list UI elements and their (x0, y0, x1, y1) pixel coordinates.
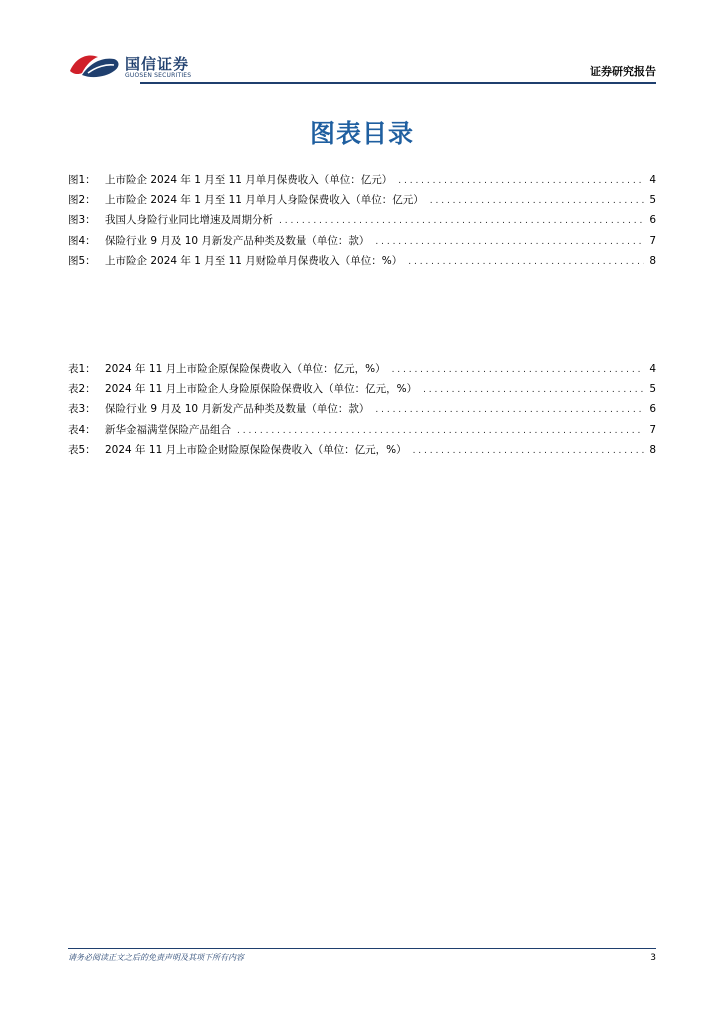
dot-leader (408, 252, 644, 272)
entry-label: 图4： (68, 234, 96, 247)
dot-leader (375, 400, 644, 420)
entry-title: 上市险企 2024 年 1 月至 11 月单月保费收入（单位：亿元） (105, 174, 393, 186)
entry-label: 图3： (68, 214, 96, 227)
entry-title: 2024 年 11 月上市险企人身险原保险保费收入（单位：亿元，%） (105, 383, 418, 396)
entry-title: 我国人身险行业同比增速及周期分析 (105, 214, 273, 227)
figure-list (68, 170, 656, 271)
report-type-label: 证券研究报告 (590, 65, 656, 78)
footer-divider (68, 948, 656, 949)
entry-page-number: 6 (649, 403, 656, 416)
entry-page-number: 7 (649, 234, 656, 247)
entry-title: 2024 年 11 月上市险企原保险保费收入（单位：亿元，%） (105, 363, 386, 375)
entry-page-number: 5 (649, 383, 656, 396)
figure-entry[interactable] (68, 251, 656, 271)
entry-label: 表5： (68, 443, 96, 456)
logo-chinese-name: 国信证券 (125, 55, 190, 73)
entry-page-number: 4 (649, 174, 656, 186)
logo-english-name: GUOSEN SECURITIES (125, 72, 192, 79)
dot-leader (398, 171, 644, 191)
dot-leader (237, 421, 644, 441)
dot-leader (392, 360, 644, 380)
entry-page-number: 6 (649, 214, 656, 227)
page-title: 图表目录 (309, 119, 414, 148)
entry-label: 表1： (68, 363, 96, 375)
entry-title: 新华金福满堂保险产品组合 (105, 423, 231, 436)
entry-title: 保险行业 9 月及 10 月新发产品种类及数量（单位：款） (105, 234, 370, 247)
dot-leader (423, 380, 644, 400)
table-entry[interactable] (68, 399, 656, 419)
dot-leader (413, 441, 644, 461)
figure-entry[interactable] (68, 210, 656, 230)
entry-page-number: 5 (649, 194, 656, 207)
header-divider (140, 82, 656, 84)
page-header (68, 48, 656, 84)
figure-entry[interactable] (68, 170, 656, 190)
entry-title: 2024 年 11 月上市险企财险原保险保费收入（单位：亿元，%） (105, 443, 407, 456)
entry-title: 上市险企 2024 年 1 月至 11 月财险单月保费收入（单位：%） (105, 254, 403, 267)
company-logo (68, 48, 208, 82)
entry-title: 上市险企 2024 年 1 月至 11 月单月人身险保费收入（单位：亿元） (105, 194, 424, 207)
figure-entry[interactable] (68, 190, 656, 210)
table-entry[interactable] (68, 379, 656, 399)
entry-title: 保险行业 9 月及 10 月新发产品种类及数量（单位：款） (105, 403, 370, 416)
dot-leader (279, 211, 644, 231)
entry-page-number: 8 (649, 443, 656, 456)
dot-leader (375, 232, 644, 252)
table-entry[interactable] (68, 420, 656, 440)
entry-label: 图5： (68, 254, 96, 267)
table-entry[interactable] (68, 359, 656, 379)
footer-page-number: 3 (650, 953, 656, 963)
entry-label: 图1： (68, 174, 96, 186)
entry-label: 表2： (68, 383, 96, 396)
table-list (68, 359, 656, 460)
entry-label: 表4： (68, 423, 96, 436)
entry-page-number: 8 (649, 254, 656, 267)
entry-page-number: 4 (649, 363, 656, 375)
table-entry[interactable] (68, 440, 656, 460)
entry-label: 表3： (68, 403, 96, 416)
guosen-logo-icon (68, 49, 122, 81)
dot-leader (430, 191, 644, 211)
figure-entry[interactable] (68, 231, 656, 251)
footer-disclaimer: 请务必阅读正文之后的免责声明及其项下所有内容 (68, 953, 244, 962)
entry-page-number: 7 (649, 423, 656, 436)
entry-label: 图2： (68, 194, 96, 207)
